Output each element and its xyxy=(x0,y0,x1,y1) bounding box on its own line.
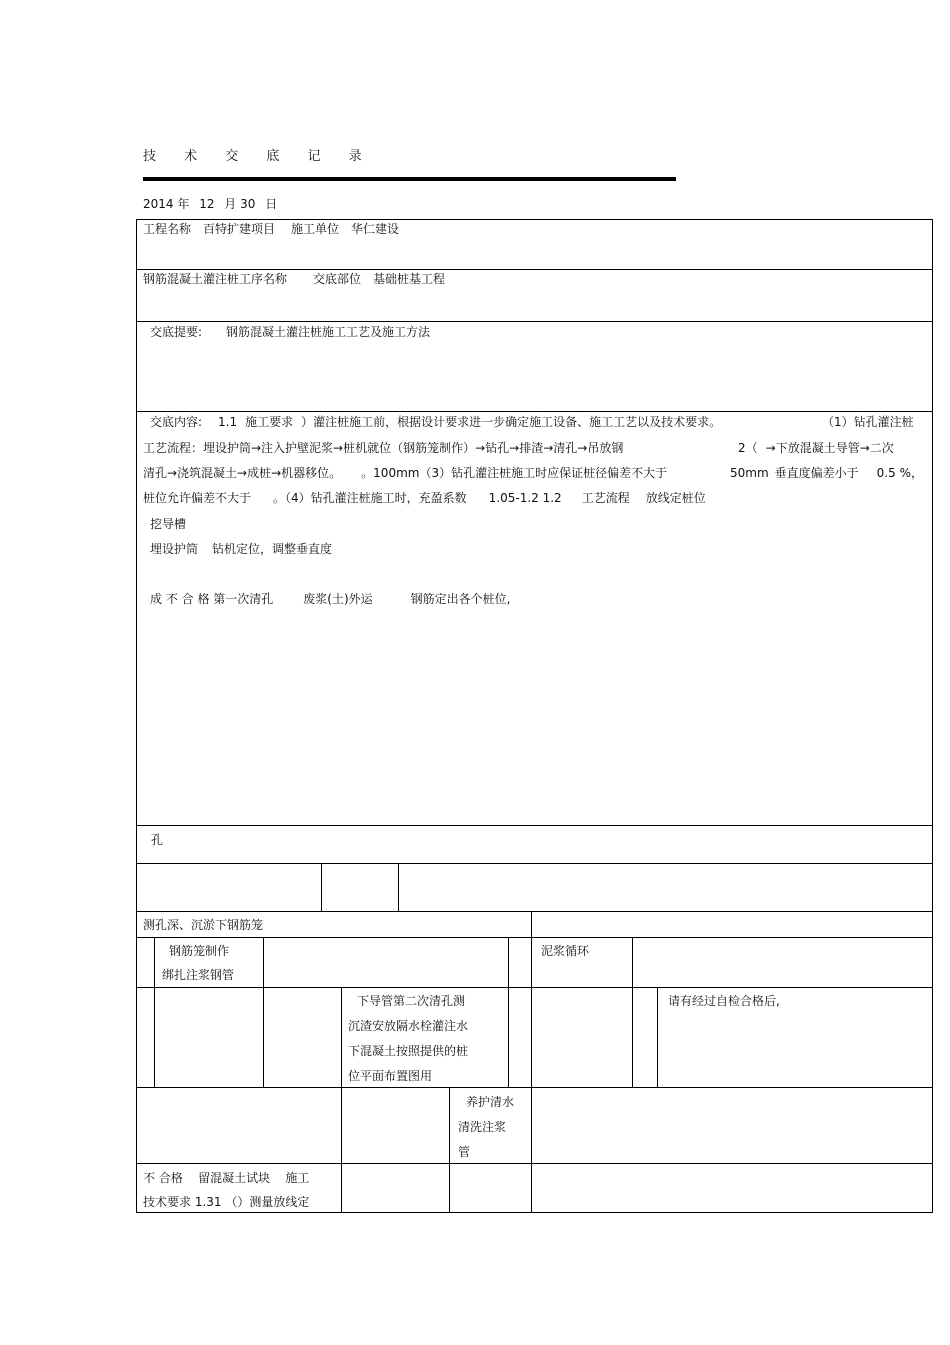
unit-name: 华仁建设 xyxy=(351,222,400,236)
content-text: 放线定桩位 xyxy=(645,491,706,505)
content-text: 50mm xyxy=(730,466,769,480)
table-line xyxy=(657,987,658,1087)
date-year: 2014 年 xyxy=(143,197,190,211)
table-line xyxy=(136,1163,933,1164)
table-line xyxy=(136,911,933,912)
record-date xyxy=(143,195,283,212)
project-label: 工程名称 xyxy=(143,222,192,236)
summary-label: 交底提要: xyxy=(150,325,203,339)
table-line xyxy=(449,1087,450,1212)
content-text: 成 不 合 格 第一次清孔 xyxy=(150,592,274,606)
table-line xyxy=(531,911,532,937)
summary-text: 钢筋混凝土灌注桩施工工艺及施工方法 xyxy=(226,325,431,339)
cure-line-1: 养护清水 xyxy=(466,1095,515,1109)
content-text: 埋设护筒 xyxy=(150,542,199,556)
table-line xyxy=(508,937,509,1087)
project-row xyxy=(143,221,399,237)
content-text: 工艺流程 xyxy=(581,491,630,505)
title-rule xyxy=(143,177,676,181)
content-text: 垂直度偏差小于 xyxy=(774,466,859,480)
content-line-5: 挖导槽 xyxy=(150,517,187,531)
content-text: 1.05-1.2 1.2 xyxy=(488,491,562,505)
content-text: 。100mm（3）钻孔灌注桩施工时应保证桩径偏差不大于 xyxy=(361,466,668,480)
content-line-3-b xyxy=(730,461,923,486)
table-line xyxy=(531,937,532,1087)
cure-line-2: 清洗注浆 xyxy=(458,1120,507,1134)
content-text: ）灌注桩施工前，根据设计要求进一步确定施工设备、施工工艺以及技术要求。 xyxy=(301,415,722,429)
date-month: 月 30 xyxy=(224,197,256,211)
content-text: 钢筋定出各个桩位, xyxy=(410,592,511,606)
hole-label: 孔 xyxy=(151,833,164,847)
table-line xyxy=(136,863,933,864)
table-line xyxy=(136,269,933,270)
cure-line-3: 管 xyxy=(458,1145,471,1159)
content-text: 施工要求 xyxy=(245,415,294,429)
content-text: 1.1 xyxy=(218,415,238,429)
part-label: 交底部位 xyxy=(313,272,362,286)
content-line-4 xyxy=(143,486,706,511)
table-line xyxy=(136,937,933,938)
content-line-1 xyxy=(150,410,721,435)
part-name: 基础桩基工程 xyxy=(373,272,446,286)
content-text: →下放混凝土导管→二次 xyxy=(765,441,894,455)
table-line xyxy=(531,1087,532,1212)
cage-line-1: 钢筋笼制作 xyxy=(169,944,230,958)
content-text: 钻机定位，调整垂直度 xyxy=(212,542,333,556)
table-line-bottom xyxy=(136,1212,933,1213)
content-text: 。（4）钻孔灌注桩施工时，充盈系数 xyxy=(273,491,467,505)
table-border-left xyxy=(136,219,137,1213)
table-line xyxy=(136,987,933,988)
table-line xyxy=(136,1087,933,1088)
table-border-right xyxy=(932,219,933,1213)
table-line xyxy=(154,937,155,1087)
pipe-line-2: 沉渣安放隔水栓灌注水 xyxy=(348,1019,469,1033)
content-label: 交底内容: xyxy=(150,415,203,429)
table-line-top xyxy=(136,219,933,220)
unit-label: 施工单位 xyxy=(291,222,340,236)
measure-label: 测孔深、沉淤下钢筋笼 xyxy=(143,918,264,932)
content-text: 废浆(土)外运 xyxy=(303,592,373,606)
document-title: 技 术 交 底 记 录 xyxy=(143,149,374,164)
table-line xyxy=(136,321,933,322)
table-line xyxy=(632,937,633,1087)
content-line-1-end: （1）钻孔灌注桩 xyxy=(822,415,914,429)
table-line xyxy=(341,1087,342,1212)
pipe-line-1: 下导管第二次清孔测 xyxy=(357,994,466,1008)
content-text: 桩位允许偏差不大于 xyxy=(143,491,252,505)
table-line xyxy=(341,987,342,1087)
slurry-label: 泥浆循环 xyxy=(541,944,590,958)
pipe-line-3: 下混凝土按照提供的桩 xyxy=(348,1044,469,1058)
project-name: 百特扩建项目 xyxy=(203,222,276,236)
table-line xyxy=(136,825,933,826)
content-line-6 xyxy=(150,537,332,562)
cage-line-2: 绑扎注浆钢管 xyxy=(162,968,235,982)
summary-row xyxy=(150,324,430,340)
content-line-2-b xyxy=(738,436,894,461)
content-text: 2（ xyxy=(738,441,758,455)
bottom-line-1: 不 合格 留混凝土试块 施工 xyxy=(143,1171,310,1185)
process-row xyxy=(143,271,445,287)
content-text: 0.5 %， xyxy=(876,466,923,480)
process-label: 钢筋混凝土灌注桩工序名称 xyxy=(143,272,288,286)
content-line-7 xyxy=(150,587,510,612)
pipe-line-4: 位平面布置图用 xyxy=(348,1069,433,1083)
content-text: 清孔→浇筑混凝土→成桩→机器移位。 xyxy=(143,466,342,480)
content-line-2: 工艺流程：埋设护筒→注入护壁泥浆→桩机就位（钢筋笼制作）→钻孔→排渣→清孔→吊放钢 xyxy=(143,441,624,455)
date-day: 日 xyxy=(265,197,278,211)
content-line-3 xyxy=(143,461,667,486)
date-month-num: 12 xyxy=(199,197,215,211)
table-line xyxy=(321,863,322,911)
check-label: 请有经过自检合格后, xyxy=(668,994,780,1008)
table-line xyxy=(398,863,399,911)
table-line xyxy=(263,937,264,1087)
bottom-line-2: 技术要求 1.31 （）测量放线定 xyxy=(143,1195,310,1209)
